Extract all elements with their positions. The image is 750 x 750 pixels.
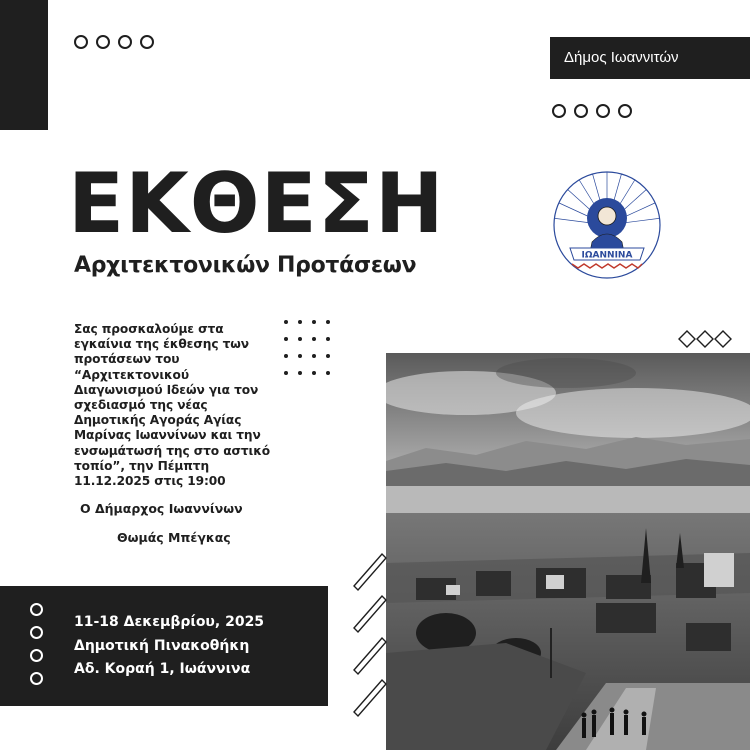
invitation-text: Σας προσκαλούμε στα εγκαίνια της έκθεσης των προτάσεων του “Αρχιτεκτονικού Διαγωνισμού Ιδεών για τον σχεδιασμό της νέας Δημοτικής Αγοράς Αγίας Μαρίνας Ιωαννίνων και την ενσωμάτωσή της στο αστικό τοπίο”, την Πέμπτη 11.12.2025 στις 19:00 (74, 322, 271, 489)
decorative-diagonal-stripes (352, 548, 388, 748)
logo-text: ΙΩΑΝΝΙΝΑ (581, 250, 633, 261)
mayor-name: Θωμάς Μπέγκας (117, 530, 231, 545)
page-subtitle: Αρχιτεκτονικών Προτάσεων (74, 253, 417, 278)
event-details (74, 611, 264, 682)
mayor-title: Ο Δήμαρχος Ιωαννίνων (80, 501, 243, 516)
page-title: ΕΚΘΕΣΗ (68, 155, 445, 252)
decorative-diamonds (678, 330, 734, 348)
decorative-circles-vertical (30, 603, 43, 685)
event-address: Αδ. Κοραή 1, Ιωάννινα (74, 661, 251, 677)
ioannina-seal-icon (552, 170, 662, 280)
decorative-circles-right (552, 104, 632, 118)
decorative-dot-grid (284, 320, 330, 375)
corner-black-bar (0, 0, 48, 130)
event-venue: Δημοτική Πινακοθήκη (74, 637, 250, 654)
decorative-circles-top (74, 35, 154, 49)
event-dates: 11-18 Δεκεμβρίου, 2025 (74, 614, 265, 630)
historic-city-photo (386, 353, 750, 750)
municipality-label: Δήμος Ιωαννιτών (550, 37, 750, 79)
